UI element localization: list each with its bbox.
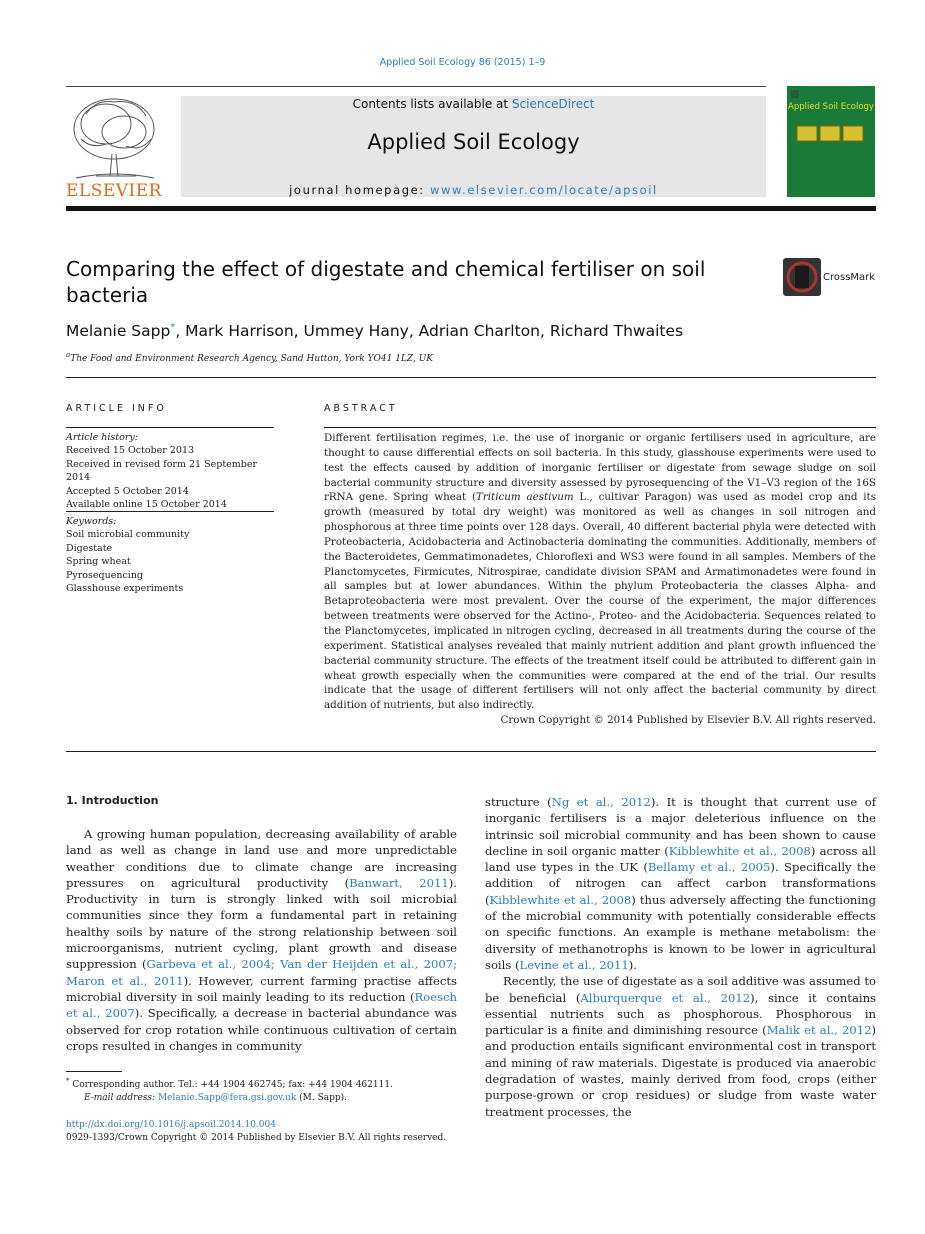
keywords-label: Keywords: bbox=[66, 516, 117, 527]
body-text: ) and production entails significant environmental cost in transport and mining of raw materials. Digestate is produced via anaerobic degradation of wastes, mainly derived from food, crops (either purpose-grown or crop residues) or sludge from waste water treatment processes, the bbox=[485, 1023, 877, 1119]
citation-link[interactable]: Roesch et al., 2007 bbox=[66, 989, 457, 1021]
history-label: Article history: bbox=[66, 432, 138, 443]
citation-link[interactable]: Banwart, 2011 bbox=[349, 875, 449, 890]
email-link[interactable]: Melanie.Sapp@fera.gsi.gov.uk bbox=[157, 1093, 297, 1104]
article-history bbox=[66, 431, 276, 511]
footnote bbox=[66, 1075, 466, 1106]
elsevier-wordmark: ELSEVIER bbox=[66, 181, 162, 201]
footnote-text: Corresponding author. Tel.: +44 1904 462745; fax: +44 1904 462111. bbox=[72, 1080, 393, 1090]
abstract-rule bbox=[324, 427, 876, 428]
body-text: ), since it contains essential nutrients such as phosphorous. Phosphorous in particular is a finite and diminishing resource ( bbox=[485, 990, 877, 1038]
other-authors: , Mark Harrison, Ummey Hany, Adrian Charlton, Richard Thwaites bbox=[175, 322, 684, 341]
affiliation-text: The Food and Environment Research Agency, Sand Hutton, York YO41 1LZ, UK bbox=[70, 354, 434, 364]
keyword: Glasshouse experiments bbox=[66, 583, 184, 595]
body-text: ). bbox=[628, 957, 637, 972]
keyword: Soil microbial community bbox=[66, 529, 190, 541]
citation-link[interactable]: Levine et al., 2011 bbox=[519, 957, 629, 972]
body-text: ) across all land use types in the UK ( bbox=[485, 843, 876, 875]
journal-citation[interactable]: Applied Soil Ecology 86 (2015) 1–9 bbox=[379, 57, 546, 68]
body-text: ). However, current farming practise affects microbial diversity in soil mainly leading to its reduction ( bbox=[66, 973, 457, 1004]
body-text: ). Specifically the addition of nitrogen can affect carbon transformations ( bbox=[485, 860, 876, 907]
article-title: Comparing the effect of digestate and chemical fertiliser on soil bacteria bbox=[66, 257, 706, 307]
history-item: Accepted 5 October 2014 bbox=[66, 485, 189, 497]
homepage-prefix: journal homepage: bbox=[289, 183, 431, 197]
intro-paragraph bbox=[485, 973, 876, 1120]
cover-title: Applied Soil Ecology bbox=[788, 102, 874, 112]
citation-link[interactable]: Kibblewhite et al., 2008 bbox=[489, 892, 632, 907]
body-text: ). It is thought that current use of inorganic fertilisers is a major deleterious influence on the intrinsic soil microbial community and has been shown to cause decline in soil organic matter ( bbox=[485, 795, 876, 858]
title-divider bbox=[66, 377, 876, 378]
article-info-rule bbox=[66, 427, 274, 428]
abstract-body bbox=[324, 431, 876, 728]
contents-prefix: Contents lists available at bbox=[352, 97, 512, 111]
author-sapp[interactable]: Melanie Sapp bbox=[66, 322, 171, 341]
body-text: Recently, the use of digestate as a soil additive was assumed to be beneficial ( bbox=[485, 974, 876, 1005]
keyword: Digestate bbox=[66, 542, 113, 554]
footnote-mark: * bbox=[66, 1077, 70, 1085]
body-column-left bbox=[66, 826, 457, 1054]
header-divider bbox=[66, 86, 766, 87]
body-text: structure ( bbox=[485, 795, 552, 809]
journal-name: Applied Soil Ecology bbox=[367, 130, 580, 154]
body-text: ). Specifically, a decrease in bacterial abundance was observed for crop rotation while continuous cultivation of certain crops resulted in changes in community bbox=[66, 1006, 457, 1053]
history-item: Received in revised form 21 September 2014 bbox=[66, 458, 258, 484]
abstract-part1: Different fertilisation regimes, i.e. the use of inorganic or organic fertilisers used in agriculture, are thought to cause differential effects on soil bacteria. In this study, glasshouse experiments were used to test the effects caused by addition of inorganic fertiliser or digestate from sewage sludge on soil bacterial community structure and diversity assessed by pyrosequencing of the V1–V3 region of the 16S rRNA gene. Spring wheat ( bbox=[324, 432, 876, 504]
corresponding-author-mark[interactable]: * bbox=[170, 322, 176, 333]
keyword: Pyrosequencing bbox=[66, 569, 144, 581]
intro-paragraph-continued bbox=[485, 794, 876, 973]
species-name: Triticum aestivum bbox=[475, 491, 574, 504]
citation-link[interactable]: Ng et al., 2012 bbox=[551, 795, 651, 809]
citation-link[interactable]: Kibblewhite et al., 2008 bbox=[668, 843, 811, 858]
citation-link[interactable]: Bellamy et al., 2005 bbox=[647, 860, 771, 875]
abstract-divider bbox=[66, 751, 876, 752]
crossmark-icon[interactable] bbox=[783, 258, 821, 296]
affiliation-mark: a bbox=[66, 351, 71, 359]
citation-link[interactable]: Malik et al., 2012 bbox=[766, 1023, 872, 1038]
contents-line bbox=[181, 97, 766, 111]
email-label: E-mail address: bbox=[84, 1093, 156, 1104]
header-thick-rule bbox=[66, 206, 876, 211]
abstract-heading: ABSTRACT bbox=[324, 403, 398, 414]
author-list bbox=[66, 322, 683, 340]
homepage-link[interactable]: www.elsevier.com/locate/apsoil bbox=[430, 183, 658, 197]
abstract-part2: L., cultivar Paragon) was used as model crop and its growth (measured by total dry weight) was monitored as well as changes in soil nitrogen and phosphorous at three time points over 128 days. Overall, 40 different bacterial phyla were detected with Proteobacteria, Acidobacteria and Actinobacteria dominating the communities. Additionally, members of the Bacteroidetes, Gemmatimonadetes, Chloroflexi and WS3 were found in all samples. Members of the Planctomycetes, Firmicutes, Nitrospirae, candidate division SPAM and Armatimonadetes were found in all samples but at lower abundances. Within the phylum Proteobacteria the classes Alpha- and Betaproteobacteria were most prevalent. Over the course of the experiment, the major differences between treatments were observed for the Actino-, Proteo- and the Acidobacteria. Sequences related to the Planctomycetes, implicated in nitrogen cycling, decreased in all treatments during the course of the experiment. Statistical analyses revealed that mainly nutrient addition and plant growth influenced the bacterial community structure. The effects of the treatment itself could be attributed to different gain in wheat growth especially when the communities were compared at the end of the trial. Our results indicate that the usage of different fertilisers will not only affect the bacterial community by direct addition of nutrients, but also indirectly. bbox=[324, 491, 876, 712]
journal-homepage bbox=[181, 183, 766, 197]
email-suffix: (M. Sapp). bbox=[296, 1093, 348, 1104]
issn-line: 0929-1393/Crown Copyright © 2014 Published by Elsevier B.V. All rights reserved. bbox=[66, 1133, 447, 1144]
citation-link[interactable]: Garbeva et al., 2004; Van der Heijden et al., 2007; Maron et al., 2011 bbox=[66, 957, 457, 988]
crossmark-glyph bbox=[783, 258, 821, 296]
doi-block bbox=[66, 1119, 446, 1146]
footnote-rule bbox=[66, 1071, 122, 1072]
intro-paragraph bbox=[66, 826, 457, 1054]
doi-link[interactable]: http://dx.doi.org/10.1016/j.apsoil.2014.10.004 bbox=[66, 1120, 276, 1130]
body-column-right bbox=[485, 794, 876, 1120]
history-item: Received 15 October 2013 bbox=[66, 445, 195, 457]
sciencedirect-link[interactable]: ScienceDirect bbox=[511, 97, 595, 111]
body-text: A growing human population, decreasing availability of arable land as well as change in land use and more unpredictable weather conditions due to climate change are increasing pressures on agricultural productivity ( bbox=[66, 827, 457, 890]
article-info-heading: ARTICLE INFO bbox=[66, 403, 167, 414]
section-heading-introduction: 1. Introduction bbox=[66, 794, 159, 807]
crossmark-label[interactable]: CrossMark bbox=[823, 272, 876, 283]
abstract-copyright: Crown Copyright © 2014 Published by Elsevier B.V. All rights reserved. bbox=[500, 714, 876, 727]
keywords bbox=[66, 515, 276, 595]
body-text: ) thus adversely affecting the functioning of the microbial community with potentially considerable effects on specific functions. An example is methane metabolism: the diversity of methanotrophs is known to be lower in agricultural soils ( bbox=[485, 892, 876, 972]
keyword: Spring wheat bbox=[66, 556, 131, 568]
keywords-rule bbox=[66, 511, 274, 512]
history-item: Available online 15 October 2014 bbox=[66, 499, 227, 511]
body-text: ). Productivity in turn is strongly linked with soil microbial communities since they form a fundamental part in retaining healthy soils by nature of the strong relationship between soil microorganisms, nutrient cycling, plant growth and disease suppression ( bbox=[66, 875, 457, 972]
affiliation bbox=[66, 351, 433, 364]
citation-link[interactable]: Alburquerque et al., 2012 bbox=[580, 990, 751, 1005]
